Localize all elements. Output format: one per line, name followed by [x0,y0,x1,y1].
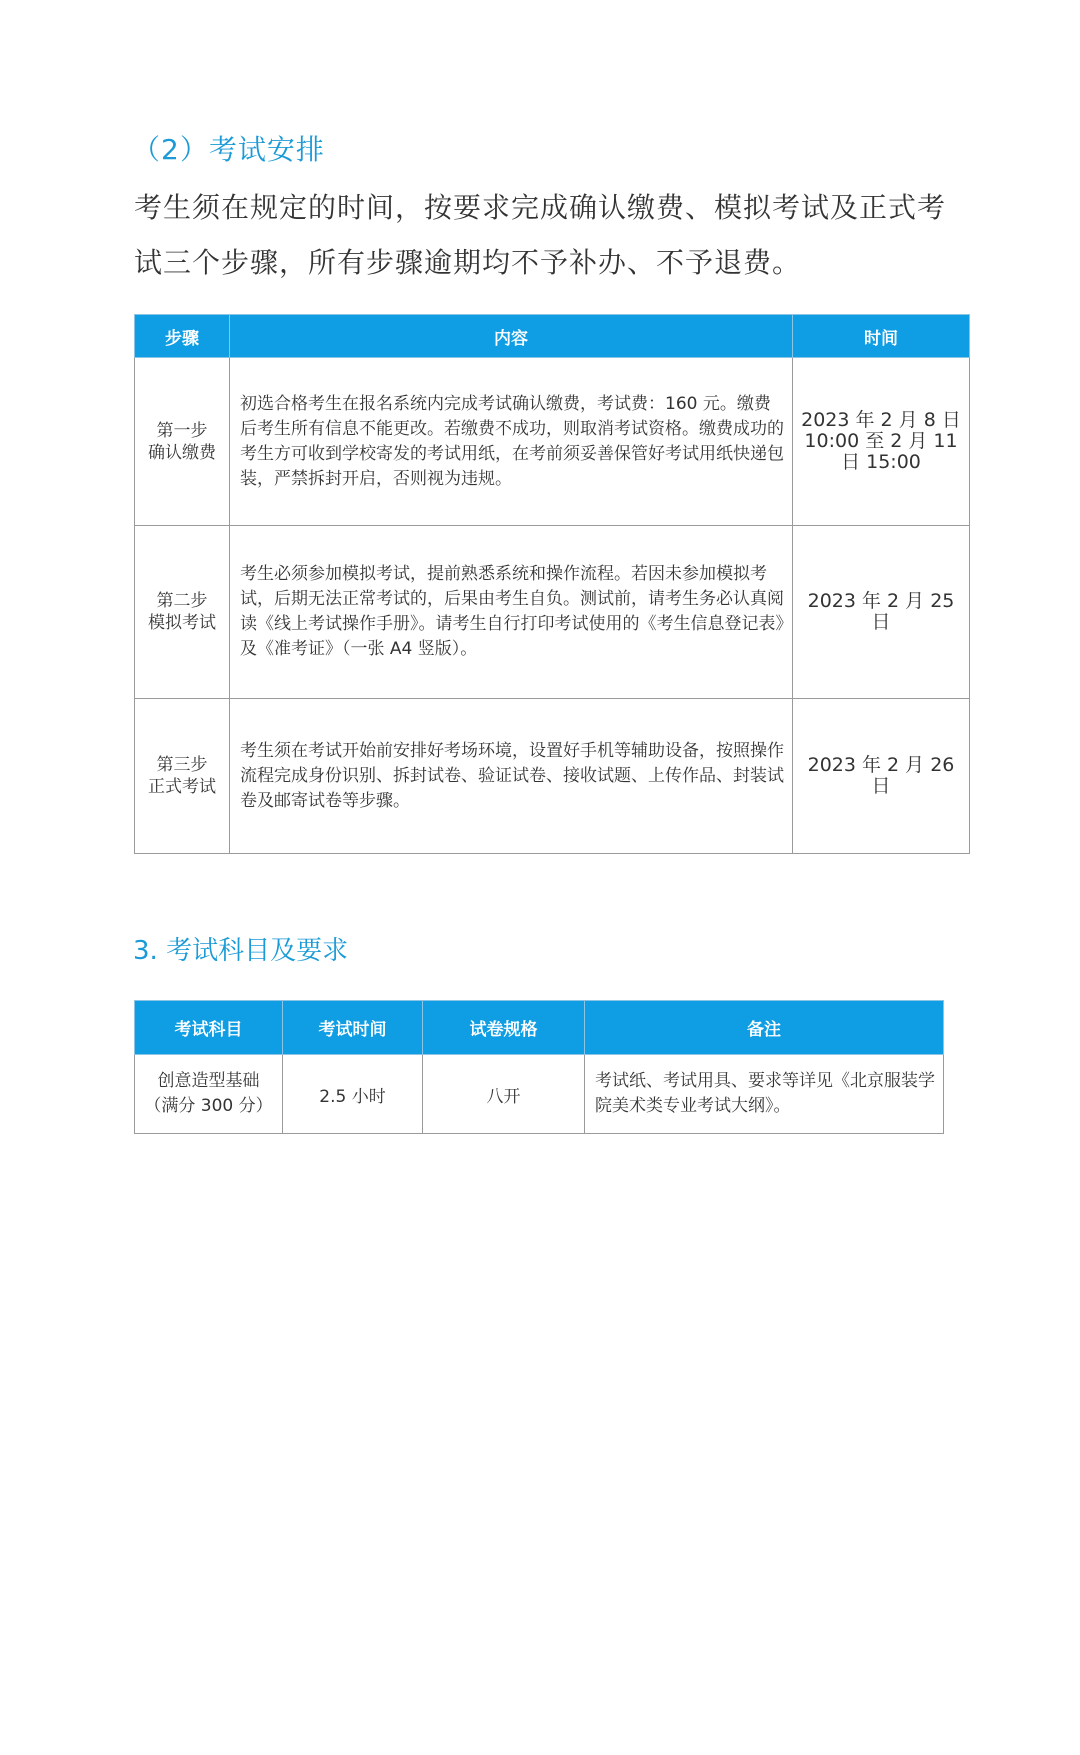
step-number: 第一步 [156,420,208,441]
subject-note: 考试纸、考试用具、要求等详见《北京服装学院美术类专业考试大纲》。 [585,1055,944,1134]
header-paper: 试卷规格 [423,1001,585,1055]
header-subject: 考试科目 [135,1001,283,1055]
subjects-table [134,1000,944,1134]
table-row [135,358,970,526]
table-row [135,699,970,854]
step-content: 初选合格考生在报名系统内完成考试确认缴费，考试费：160 元。缴费后考生所有信息不能更改。若缴费不成功，则取消考试资格。缴费成功的考生方可收到学校寄发的考试用纸，在考前须妥善保管好考试用纸快递包装，严禁拆封开启，否则视为违规。 [230,358,793,526]
subjects-header-row [135,1001,944,1055]
step-name: 确认缴费 [148,442,216,463]
subject-score: （满分 300 分） [144,1096,273,1116]
step-number: 第三步 [156,755,208,775]
step-number: 第二步 [156,591,208,611]
subject-duration: 2.5 小时 [283,1055,423,1134]
step-time: 2023 年 2 月 25 日 [793,526,970,699]
subject-cell [135,1055,283,1134]
step-time: 2023 年 2 月 26 日 [793,699,970,854]
step-cell [135,699,230,854]
step-time: 2023 年 2 月 8 日 10:00 至 2 月 11 日 15:00 [793,358,970,526]
section-heading-subjects: 3. 考试科目及要求 [133,936,349,966]
header-time: 时间 [793,315,970,358]
step-content: 考生须在考试开始前安排好考场环境，设置好手机等辅助设备，按照操作流程完成身份识别、拆封试卷、验证试卷、接收试题、上传作品、封装试卷及邮寄试卷等步骤。 [230,699,793,854]
header-step: 步骤 [135,315,230,358]
subject-paper: 八开 [423,1055,585,1134]
step-cell [135,358,230,526]
section-heading-exam-arrangement: （2）考试安排 [132,133,325,166]
header-content: 内容 [230,315,793,358]
step-cell [135,526,230,699]
header-duration: 考试时间 [283,1001,423,1055]
step-name: 模拟考试 [148,613,216,633]
table-row [135,526,970,699]
step-content: 考生必须参加模拟考试，提前熟悉系统和操作流程。若因未参加模拟考试，后期无法正常考试的，后果由考生自负。测试前，请考生务必认真阅读《线上考试操作手册》。请考生自行打印考试使用的《考生信息登记表》及《准考证》（一张 A4 竖版）。 [230,526,793,699]
intro-paragraph: 考生须在规定的时间，按要求完成确认缴费、模拟考试及正式考试三个步骤，所有步骤逾期均不予补办、不予退费。 [134,191,947,279]
schedule-table [134,314,970,854]
schedule-header-row [135,315,970,358]
subject-name: 创意造型基础 [157,1071,260,1091]
header-note: 备注 [585,1001,944,1055]
table-row [135,1055,944,1134]
step-name: 正式考试 [148,777,216,797]
